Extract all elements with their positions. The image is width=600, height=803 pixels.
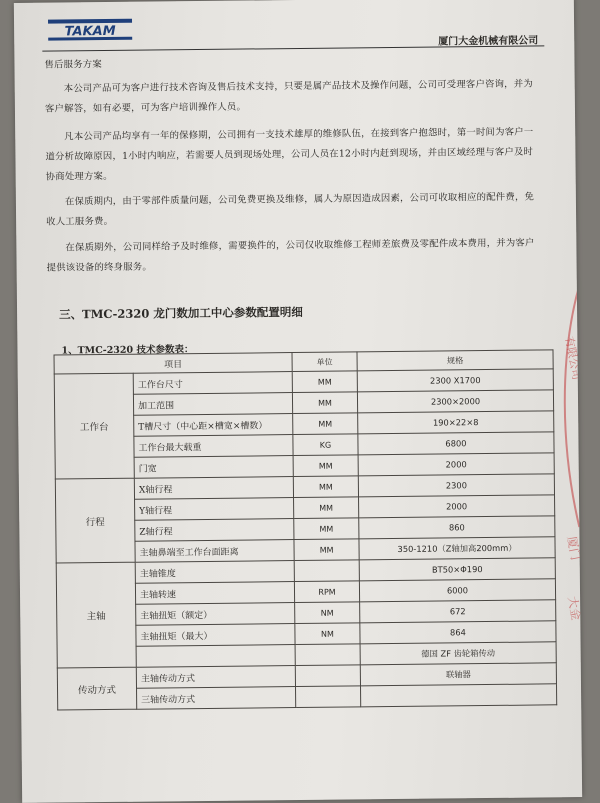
row-unit: KG — [293, 434, 358, 456]
row-unit: NM — [295, 602, 360, 624]
row-unit: MM — [293, 455, 358, 477]
group-label: 主轴 — [56, 562, 136, 668]
row-unit: MM — [292, 371, 357, 393]
row-value: 6800 — [358, 432, 554, 455]
row-value: 联轴器 — [360, 663, 556, 686]
row-value — [360, 684, 556, 707]
row-value: 德国 ZF 齿轮箱传动 — [360, 642, 556, 665]
row-value: 6000 — [359, 579, 555, 602]
row-value: 672 — [360, 600, 556, 623]
company-name: 厦门大金机械有限公司 — [438, 35, 539, 48]
row-item: 工作台尺寸 — [133, 372, 292, 395]
row-unit — [295, 644, 360, 666]
row-item: 主轴鼻端至工作台面距离 — [135, 540, 294, 563]
row-value: 2300×2000 — [357, 390, 553, 413]
row-item: 主轴扭矩（额定） — [136, 603, 295, 626]
row-unit: MM — [292, 392, 357, 414]
table-caption: 1、TMC-2320 技术参数表： — [61, 344, 194, 357]
row-value: BT50×Φ190 — [359, 558, 555, 581]
header-spec: 规格 — [357, 350, 553, 371]
svg-text:有限公司: 有限公司 — [562, 335, 584, 381]
service-title: 售后服务方案 — [44, 59, 102, 71]
row-unit: MM — [294, 497, 359, 519]
row-item: 工作台最大载重 — [134, 435, 293, 458]
row-value: 190×22×8 — [358, 411, 554, 434]
row-value: 864 — [360, 621, 556, 644]
row-unit — [296, 686, 361, 708]
row-item: 主轴传动方式 — [136, 666, 295, 689]
section-heading: 三、TMC-2320 龙门数加工中心参数配置明细 — [59, 304, 303, 322]
group-label: 工作台 — [54, 373, 134, 479]
svg-text:TAKAM: TAKAM — [64, 23, 116, 40]
document-page — [14, 0, 582, 803]
row-item: 门宽 — [134, 456, 293, 479]
group-label: 行程 — [55, 478, 135, 563]
row-unit: RPM — [294, 581, 359, 603]
row-unit — [294, 560, 359, 582]
row-item: X轴行程 — [134, 477, 293, 500]
takam-logo — [46, 17, 134, 44]
header-unit: 单位 — [292, 352, 357, 372]
svg-text:大金: 大金 — [565, 595, 584, 622]
row-item: Z轴行程 — [135, 519, 294, 542]
row-item — [136, 645, 295, 668]
header-item: 项目 — [54, 353, 292, 374]
row-item: Y轴行程 — [135, 498, 294, 521]
row-unit: MM — [294, 518, 359, 540]
row-value: 2300 X1700 — [357, 369, 553, 392]
row-unit — [295, 665, 360, 687]
row-value: 860 — [359, 516, 555, 539]
row-unit: MM — [294, 539, 359, 561]
row-item: 主轴扭矩（最大） — [136, 624, 295, 647]
row-item: 加工范围 — [133, 393, 292, 416]
paragraph-1: 本公司产品可为客户进行技术咨询及售后技术支持，只要是属产品技术及操作问题，公司可受理客户咨询，并为客户解答，如有必要，可为客户培训操作人员。 — [44, 78, 533, 115]
row-value: 2300 — [358, 474, 554, 497]
spec-table — [54, 349, 558, 710]
row-item: 主轴锥度 — [135, 561, 294, 584]
row-item: 主轴转速 — [135, 582, 294, 605]
row-value: 2000 — [358, 453, 554, 476]
red-seal-stamp — [551, 267, 583, 687]
paragraph-4: 在保质期外，公司同样给予及时维修，需要换件的，公司仅收取维修工程师差旅费及零配件成本费用，并为客户提供该设备的终身服务。 — [46, 237, 535, 274]
row-unit: MM — [293, 476, 358, 498]
row-value: 350-1210（Z轴加高200mm） — [359, 537, 555, 560]
row-value: 2000 — [359, 495, 555, 518]
row-unit: MM — [293, 413, 358, 435]
paragraph-3: 在保质期内，由于零部件质量问题，公司免费更换及维修，属人为原因造成因素，公司可收取相应的配件费，免收人工服务费。 — [46, 191, 535, 228]
group-label: 传动方式 — [57, 667, 136, 710]
row-unit: NM — [295, 623, 360, 645]
paragraph-2: 凡本公司产品均享有一年的保修期，公司拥有一支技术雄厚的维修队伍，在接到客户抱怨时，第一时间为客户一道分析故障原因，1小时内响应，若需要人员到现场处理，公司人员在12小时内赶到现场，并由区域经理与客户及时协商处理方案。 — [45, 126, 534, 183]
row-item: 三轴传动方式 — [137, 687, 296, 710]
svg-text:厦门: 厦门 — [564, 535, 583, 562]
row-item: T槽尺寸（中心距×槽宽×槽数） — [134, 414, 293, 437]
